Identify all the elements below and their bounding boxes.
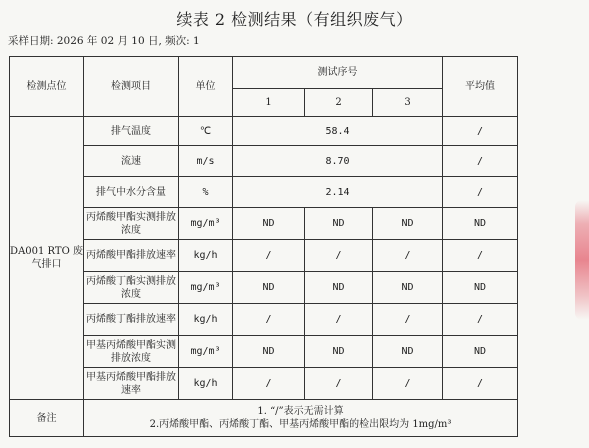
row-avg: ND: [443, 336, 518, 368]
row-unit: kg/h: [179, 304, 233, 336]
table-row: [10, 368, 518, 400]
row-value-3: /: [373, 240, 443, 272]
seal-stamp-edge: [575, 200, 589, 320]
table-row: [10, 146, 518, 177]
table-row: [10, 304, 518, 336]
row-value-1: /: [233, 368, 305, 400]
row-avg: ND: [443, 208, 518, 240]
header-seq-3: 3: [373, 89, 443, 117]
row-value-3: ND: [373, 208, 443, 240]
row-item: 甲基丙烯酸甲酯排放速率: [84, 368, 179, 400]
table-row: [10, 117, 518, 146]
row-unit: kg/h: [179, 240, 233, 272]
row-value-2: /: [305, 368, 373, 400]
header-seq: 测试序号: [233, 57, 443, 89]
row-item: 丙烯酸甲酯排放速率: [84, 240, 179, 272]
remark-line-2: 2.丙烯酸甲酯、丙烯酸丁酯、甲基丙烯酸甲酯的检出限均为 1mg/m³: [149, 419, 452, 430]
remarks-label: 备注: [10, 400, 84, 437]
row-value-2: /: [305, 304, 373, 336]
row-value-2: /: [305, 240, 373, 272]
row-unit: mg/m³: [179, 336, 233, 368]
header-avg: 平均值: [443, 57, 518, 117]
row-avg: /: [443, 368, 518, 400]
row-avg: /: [443, 304, 518, 336]
row-avg: ND: [443, 272, 518, 304]
row-value-3: ND: [373, 336, 443, 368]
table-row: [10, 177, 518, 208]
point-name: DA001 RTO 废气排口: [10, 117, 84, 400]
row-unit: ℃: [179, 117, 233, 146]
row-unit: mg/m³: [179, 208, 233, 240]
remarks-row: [10, 400, 518, 437]
table-row: [10, 208, 518, 240]
row-item: 流速: [84, 146, 179, 177]
row-value-3: ND: [373, 272, 443, 304]
remark-line-1: 1. “/”表示无需计算: [257, 406, 344, 417]
row-item: 丙烯酸丁酯实测排放浓度: [84, 272, 179, 304]
row-value-3: /: [373, 368, 443, 400]
row-merged-value: 58.4: [233, 117, 443, 146]
row-value-1: ND: [233, 336, 305, 368]
row-value-1: ND: [233, 208, 305, 240]
row-item: 甲基丙烯酸甲酯实测排放浓度: [84, 336, 179, 368]
row-unit: %: [179, 177, 233, 208]
row-value-2: ND: [305, 208, 373, 240]
report-title: 续表 2 检测结果（有组织废气）: [176, 10, 413, 29]
row-item: 排气温度: [84, 117, 179, 146]
sampling-meta: 采样日期: 2026 年 02 月 10 日, 频次: 1: [8, 35, 200, 47]
row-item: 丙烯酸丁酯排放速率: [84, 304, 179, 336]
row-unit: m/s: [179, 146, 233, 177]
row-avg: /: [443, 240, 518, 272]
row-item: 丙烯酸甲酯实测排放浓度: [84, 208, 179, 240]
row-value-2: ND: [305, 336, 373, 368]
row-avg: /: [443, 177, 518, 208]
row-unit: mg/m³: [179, 272, 233, 304]
table-row: [10, 240, 518, 272]
row-merged-value: 8.70: [233, 146, 443, 177]
row-item: 排气中水分含量: [84, 177, 179, 208]
row-avg: /: [443, 146, 518, 177]
table-row: [10, 336, 518, 368]
row-value-3: /: [373, 304, 443, 336]
table-row: [10, 272, 518, 304]
header-seq-2: 2: [305, 89, 373, 117]
header-seq-1: 1: [233, 89, 305, 117]
row-value-2: ND: [305, 272, 373, 304]
row-value-1: ND: [233, 272, 305, 304]
header-item: 检测项目: [84, 57, 179, 117]
row-value-1: /: [233, 240, 305, 272]
row-value-1: /: [233, 304, 305, 336]
row-unit: kg/h: [179, 368, 233, 400]
remarks-content: [84, 400, 518, 437]
header-unit: 单位: [179, 57, 233, 117]
row-avg: /: [443, 117, 518, 146]
header-point: 检测点位: [10, 57, 84, 117]
row-merged-value: 2.14: [233, 177, 443, 208]
results-table: [9, 56, 518, 437]
